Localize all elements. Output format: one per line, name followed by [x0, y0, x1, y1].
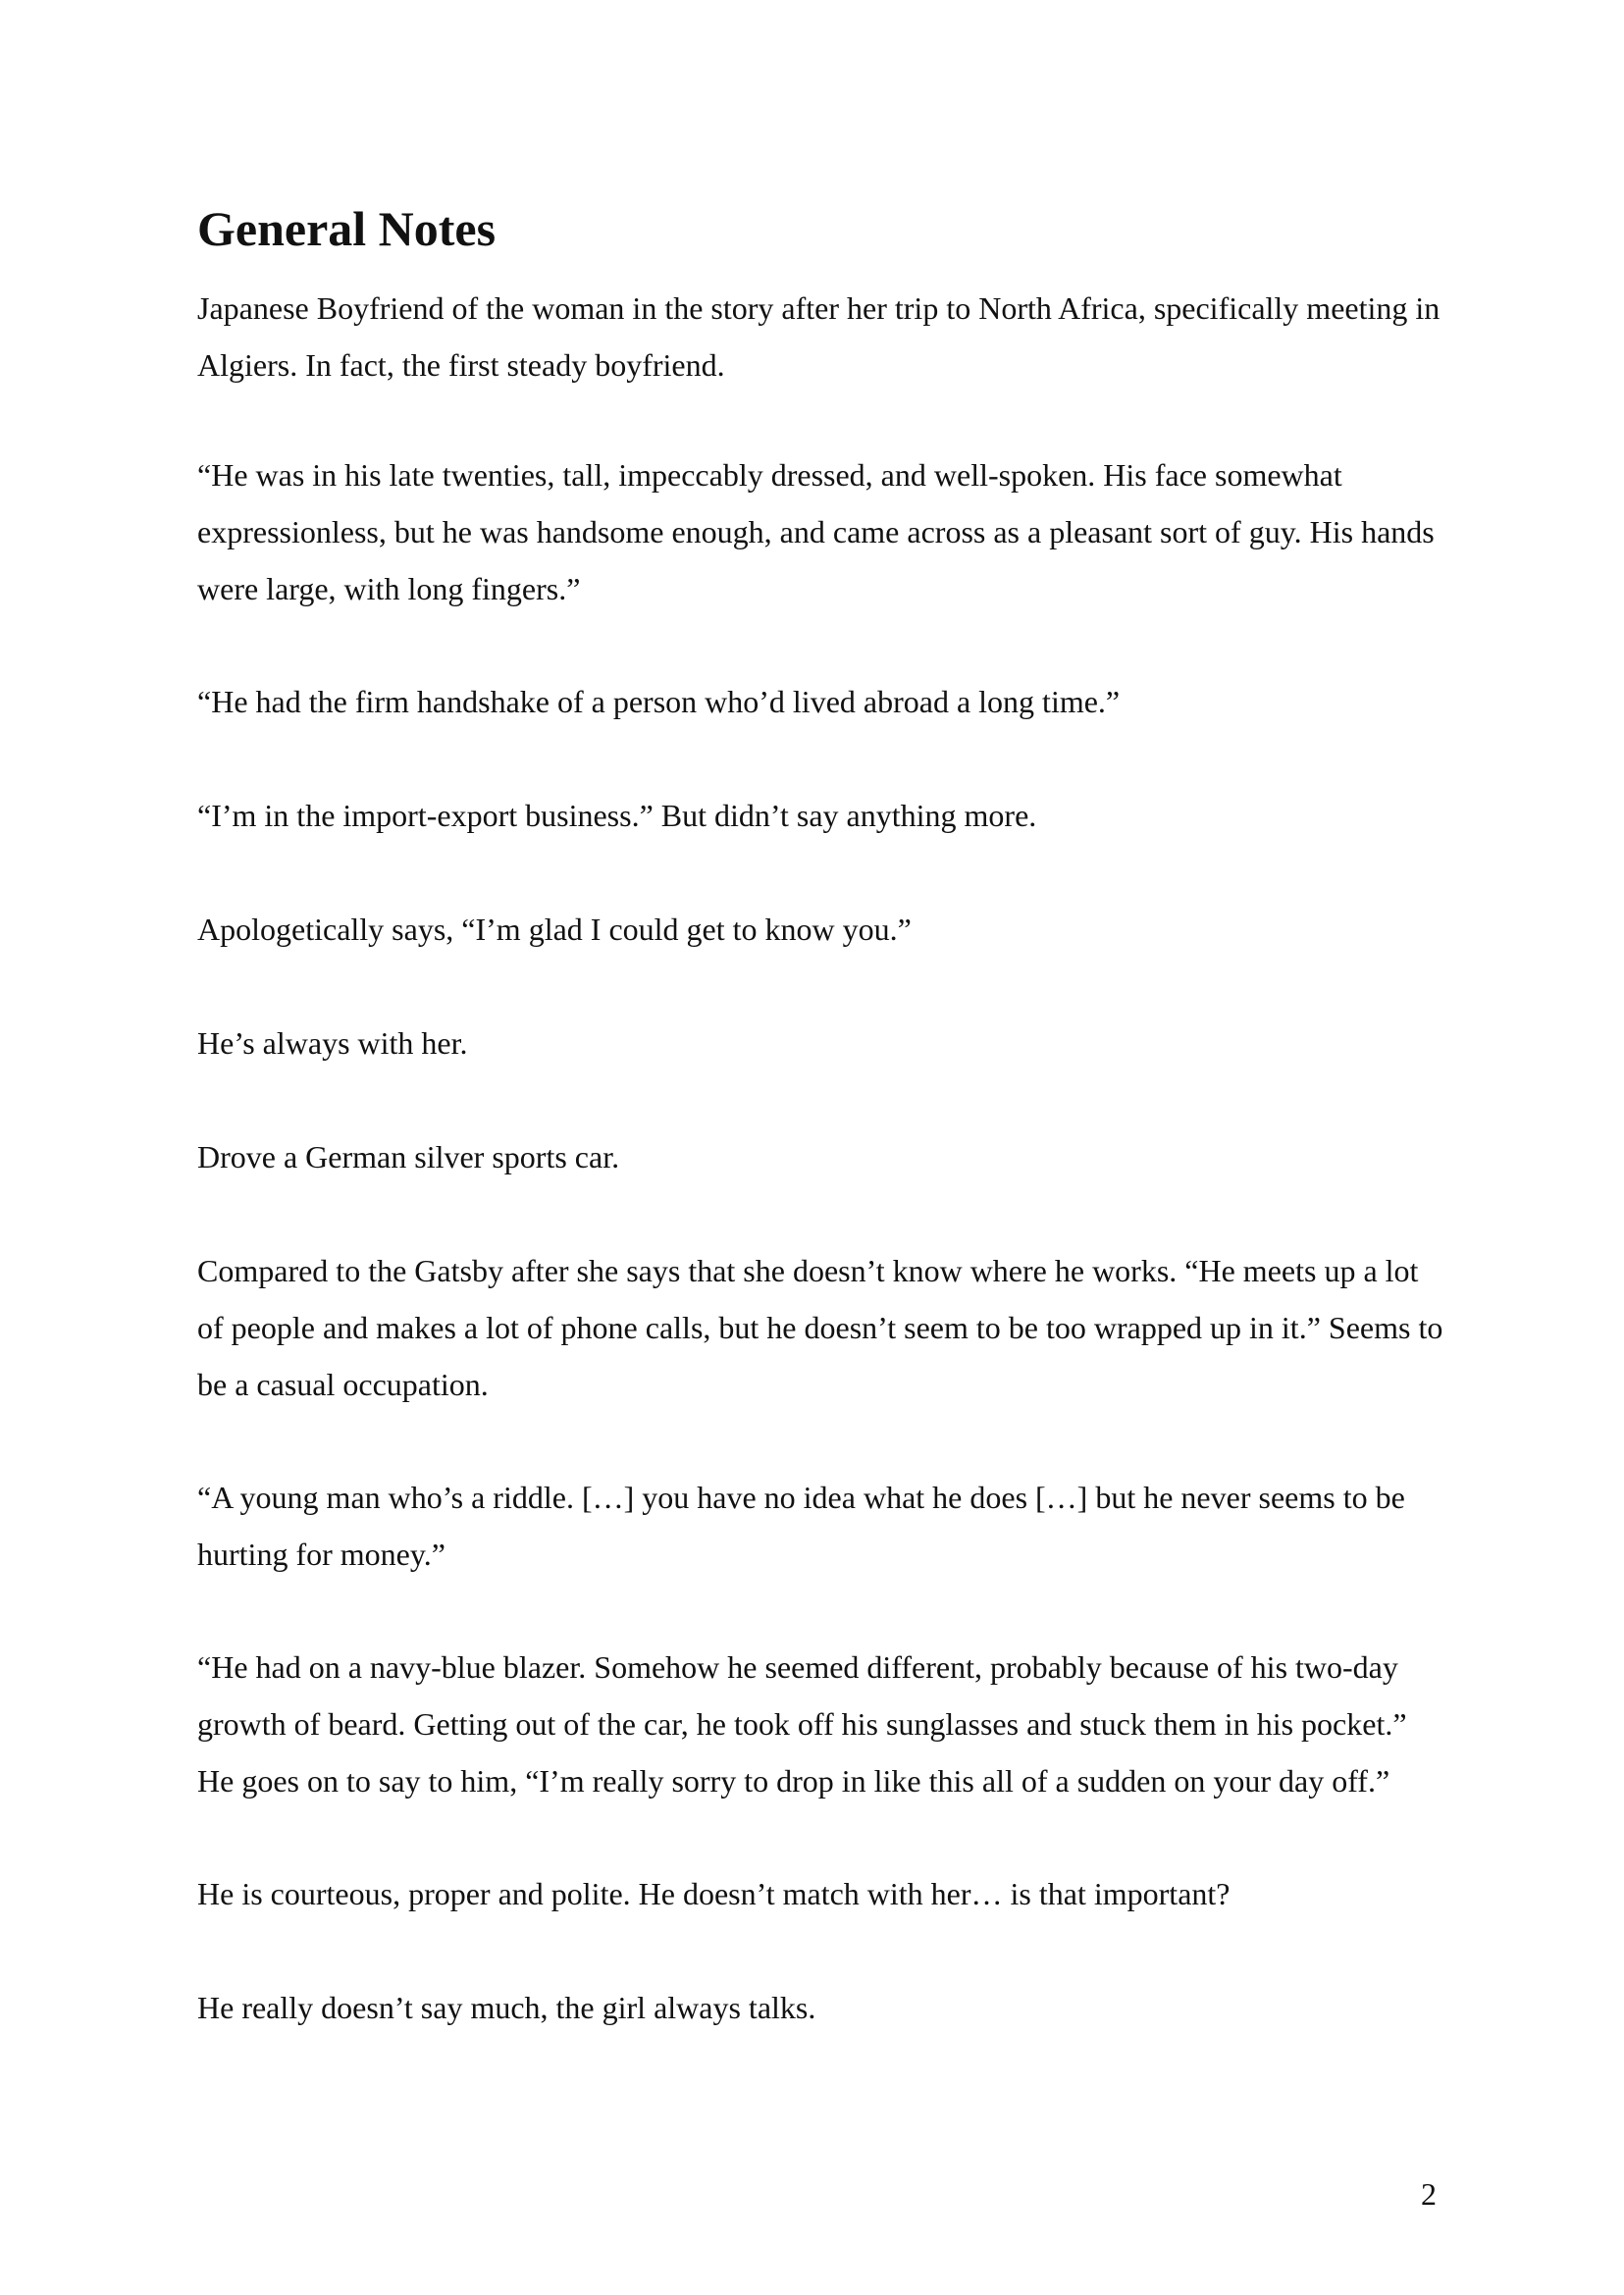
paragraph-quote-blazer: “He had on a navy-blue blazer. Somehow he seemed different, probably because of his two-day growth of beard. Getting out of the car, he took off his sunglasses and stuck them in his pocket.” He goes on to say to him, “I’m really sorry to drop in like this all of a sudden on your day off.”: [197, 1649, 1407, 1799]
paragraph-quote-business: “I’m in the import-export business.” But didn’t say anything more.: [197, 798, 1037, 833]
paragraph-quote-riddle: “A young man who’s a riddle. […] you have no idea what he does […] but he never seems to be hurting for money.”: [197, 1480, 1405, 1572]
paragraph-quote-appearance: “He was in his late twenties, tall, impeccably dressed, and well-spoken. His face somewhat expressionless, but he was handsome enough, and came across as a pleasant sort of guy. His hands were large, with long fingers.”: [197, 457, 1435, 606]
paragraph-always-with-her: He’s always with her.: [197, 1025, 468, 1061]
page-number: 2: [1421, 2176, 1437, 2212]
paragraph-sports-car: Drove a German silver sports car.: [197, 1139, 620, 1174]
page-heading: General Notes: [197, 201, 497, 256]
paragraph-apologetic: Apologetically says, “I’m glad I could get to know you.”: [197, 912, 912, 947]
paragraph-intro: Japanese Boyfriend of the woman in the story after her trip to North Africa, specifically meeting in Algiers. In fact, the first steady boyfriend.: [197, 290, 1441, 383]
paragraph-doesnt-say-much: He really doesn’t say much, the girl always talks.: [197, 1990, 816, 2025]
paragraph-quote-handshake: “He had the firm handshake of a person who’d lived abroad a long time.”: [197, 684, 1121, 719]
paragraph-gatsby: Compared to the Gatsby after she says that she doesn’t know where he works. “He meets up a lot of people and makes a lot of phone calls, but he doesn’t seem to be too wrapped up in it.” Seems to be a casual occupation.: [197, 1253, 1443, 1402]
paragraph-courteous: He is courteous, proper and polite. He doesn’t match with her… is that important?: [197, 1876, 1231, 1911]
